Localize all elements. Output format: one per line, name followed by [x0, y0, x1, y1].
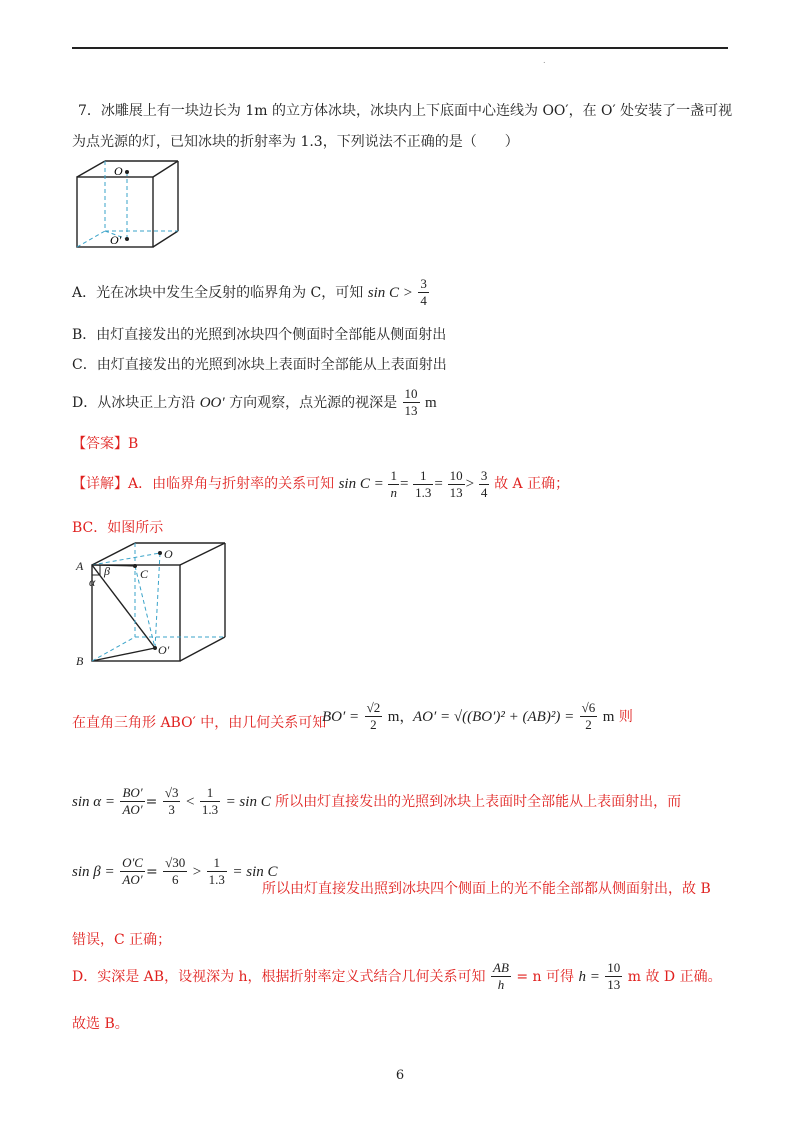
cube-figure: [70, 155, 185, 255]
option-b: B．由灯直接发出的光照到冰块四个侧面时全部能从侧面射出: [72, 327, 447, 343]
page-number: 6: [395, 1068, 405, 1083]
header-rule: [72, 47, 728, 49]
bo-equation: BO′ = $\frac{√2}{2}$ m，: [322, 700, 415, 733]
final-answer: 故选 B。: [72, 1016, 129, 1032]
sin-beta-cont: 错误，C 正确；: [72, 932, 172, 948]
fig2-label-a: A: [76, 559, 84, 573]
cube-figure-2: [70, 540, 245, 670]
bc-heading: BC．如图所示: [72, 520, 164, 536]
question-line-1: 7．冰雕展上有一块边长为 1m 的立方体冰块，冰块内上下底面中心连线为 OO′，在 O′ 处安装了一盏可视: [78, 103, 733, 119]
option-a-text: A．光在冰块中发生全反射的临界角为 C，可知: [72, 284, 364, 301]
fig2-label-beta: β: [104, 564, 110, 578]
header-dot: .: [543, 56, 546, 65]
fig1-label-o: O: [114, 164, 123, 178]
detail-d-line: D．实深是 AB，设视深为 h，根据折射率定义式结合几何关系可知 $\frac{AB}{h}$ = n 可得 h = $\frac{10}{13}$ m 故 D 正确。: [72, 960, 722, 993]
option-a: [72, 276, 430, 310]
option-a-fraction: $\frac{3}{4}$: [420, 276, 427, 309]
detail-line-1: 【详解】A．由临界角与折射率的关系可知 sin C = $\frac{1}{n}$ = $\frac{1}{1.3}$ = $\frac{10}{13}$ > $\frac{3}{4}$ 故 A 正确；: [72, 468, 570, 501]
sin-alpha-line: sin α = $\frac{BO'}{AO'}$ = $\frac{√3}{3}$ < $\frac{1}{1.3}$ = sin C 所以由灯直接发出的光照到冰块上表面时全部能从上表面射出，而: [72, 785, 682, 818]
answer-label: 【答案】B: [72, 436, 139, 452]
fig2-label-alpha: α: [89, 575, 96, 589]
sin-beta-text: 所以由灯直接发出照到冰块四个侧面上的光不能全部都从侧面射出，故 B: [262, 881, 711, 897]
fig2-label-c: C: [140, 567, 149, 581]
fig1-label-op: O′: [110, 233, 122, 247]
fig2-label-op: O′: [158, 643, 170, 657]
option-a-math: sin C >: [367, 284, 413, 301]
option-c: C．由灯直接发出的光照到冰块上表面时全部能从上表面射出: [72, 357, 447, 373]
ao-equation: AO′ = √((BO′)² + (AB)²) = $\frac{√6}{2}$ m 则: [413, 700, 633, 733]
fig2-label-b: B: [76, 654, 84, 668]
option-d: D．从冰块正上方沿 OO′ 方向观察，点光源的视深是 $\frac{10}{13}$ m: [72, 386, 437, 419]
triangle-line: 在直角三角形 ABO′ 中，由几何关系可知: [72, 715, 327, 731]
sin-beta-line: sin β = $\frac{O'C}{AO'}$ = $\frac{√30}{6}$ > $\frac{1}{1.3}$ = sin C: [72, 855, 278, 888]
fig2-label-o: O: [164, 547, 173, 561]
question-line-2: 为点光源的灯，已知冰块的折射率为 1.3，下列说法不正确的是（ ）: [72, 134, 519, 150]
